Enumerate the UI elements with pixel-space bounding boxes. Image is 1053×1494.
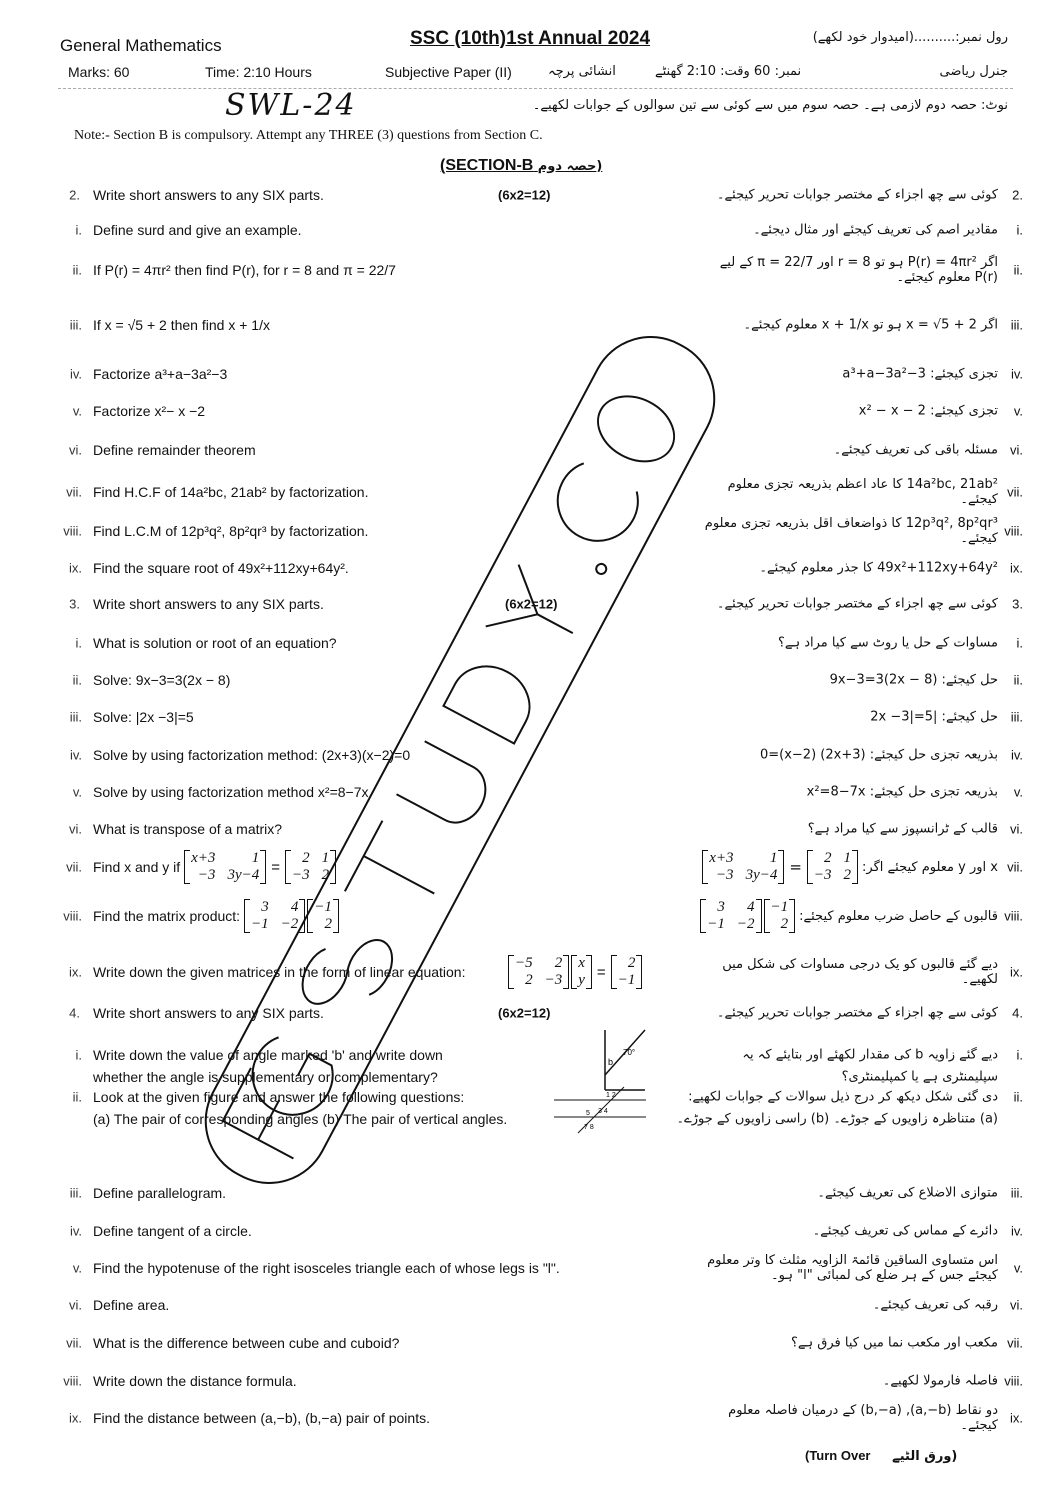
part-number-ur: ix. <box>1010 964 1023 980</box>
part-number-ur: i. <box>1016 222 1023 238</box>
matrix-entry: 1 <box>321 850 330 866</box>
part-text: Factorize x²− x −2 <box>93 403 206 419</box>
matrix-entry: 1 <box>843 850 852 866</box>
part-number-ur: vi. <box>1010 821 1023 837</box>
part-text-ur-label: قالب کے ٹرانسپوز سے کیا مراد ہے؟ <box>807 821 998 837</box>
part-text-en <box>93 1089 464 1105</box>
part-number-ur: ix. <box>1010 1410 1023 1426</box>
matrix-entry: −3 <box>715 867 734 883</box>
matrix <box>611 955 643 989</box>
part-number-ur: iv. <box>1010 366 1023 382</box>
part-number-ur: vii. <box>1007 484 1023 500</box>
matrix-entry: −3 <box>197 867 216 883</box>
part-text-en <box>93 560 349 576</box>
part-text-ur <box>813 1224 998 1239</box>
matrix-expression <box>508 955 642 989</box>
part-text-en <box>93 747 410 763</box>
part-text-en <box>93 1260 560 1276</box>
part-text-ur-label: تجزی کیجئے: x² − x − 2 <box>858 403 998 419</box>
part-text-en <box>93 1223 252 1239</box>
part-number-ur: ix. <box>1010 560 1023 576</box>
part-number: iii. <box>69 1185 82 1201</box>
question-instruction: Write short answers to any SIX parts. <box>93 187 324 203</box>
part-number: i. <box>75 1047 82 1063</box>
matrix-expression <box>702 850 858 884</box>
part-number: v. <box>72 1260 82 1276</box>
matrix <box>807 850 858 884</box>
part-number: iii. <box>69 709 82 725</box>
matrix-entry: −1 <box>707 916 725 932</box>
part-text-en-line2: (a) The pair of corresponding angles (b) The pair of vertical angles. <box>93 1111 508 1127</box>
part-text: Find x and y if <box>93 859 181 875</box>
part-text-ur-label: متوازی الاضلاع کی تعریف کیجئے۔ <box>817 1185 998 1201</box>
matrix-entry: 2 <box>324 916 332 932</box>
part-text-en <box>93 784 369 800</box>
matrix-entry: y <box>578 972 585 988</box>
part-text-ur <box>808 822 998 837</box>
matrix-entry: −1 <box>617 972 636 988</box>
part-text-ur-label: دو نقاط (a,−b), (b,−a) کے درمیان فاصلہ معلوم کیجئے۔ <box>728 1403 998 1433</box>
operator: = <box>596 963 606 981</box>
part-number: vi. <box>69 1297 82 1313</box>
part-text-ur <box>698 1403 998 1433</box>
part-text-en <box>93 222 302 238</box>
part-number-ur: ii. <box>1013 262 1023 278</box>
matrix-entry: 3 <box>261 899 269 915</box>
matrix <box>285 850 336 884</box>
part-text-ur <box>859 404 998 419</box>
part-text-ur-label: مقادیر اصم کی تعریف کیجئے اور مثال دیجئے۔ <box>753 222 998 238</box>
matrix-entry: x+3 <box>709 850 734 866</box>
matrix-entry: 2 <box>824 850 832 866</box>
part-number-ur: v. <box>1013 1260 1023 1276</box>
part-text-en <box>93 1373 297 1389</box>
part-text: What is the difference between cube and cuboid? <box>93 1335 400 1351</box>
part-number-ur: i. <box>1016 635 1023 651</box>
svg-text:1 2: 1 2 <box>606 1092 616 1099</box>
part-text: What is transpose of a matrix? <box>93 821 283 837</box>
part-number-ur: viii. <box>1004 523 1023 539</box>
matrix-entry: 4 <box>290 899 299 915</box>
part-text-ur <box>883 1374 998 1389</box>
part-text-ur <box>700 899 998 933</box>
turn-over-ur: ورق الٹیے) <box>892 1449 958 1464</box>
matrix-entry: 3 <box>717 899 725 915</box>
matrix-expression <box>184 850 336 884</box>
part-text-ur <box>873 1298 998 1313</box>
part-text: Find the matrix product: <box>93 908 241 924</box>
part-text-ur <box>702 850 998 884</box>
part-text-ur-label: اگر x = √5 + 2 ہو تو x + 1/x معلوم کیجئے۔ <box>743 317 998 333</box>
part-text: Define surd and give an example. <box>93 222 302 238</box>
matrix-entry: 4 <box>747 899 755 915</box>
part-number: vi. <box>69 821 82 837</box>
matrix <box>184 850 266 884</box>
part-text: Find the hypotenuse of the right isosceles triangle each of whose legs is "l". <box>93 1260 560 1276</box>
marks-time-ur: نمبر: 60 وقت: 2:10 گھنٹے <box>655 64 802 79</box>
part-text-ur-label: دیے گئے قالبوں کو یک درجی مساوات کی شکل میں لکھیے۔ <box>722 957 998 987</box>
part-number: iv. <box>69 1223 82 1239</box>
svg-text:7 8: 7 8 <box>584 1124 594 1131</box>
part-number-ur: viii. <box>1004 1373 1023 1389</box>
part-text-en <box>93 850 336 884</box>
part-text-ur <box>870 710 998 725</box>
operator: = <box>271 858 280 876</box>
part-number: iii. <box>69 317 82 333</box>
matrix <box>307 899 339 933</box>
part-number: i. <box>75 635 82 651</box>
part-number: vii. <box>66 859 82 875</box>
section-title <box>440 157 602 175</box>
part-text-ur <box>688 1090 998 1105</box>
part-text-ur <box>698 516 998 546</box>
question-number-ur: 2. <box>1012 187 1023 203</box>
part-text-ur-label: حل کیجئے: |2x −3|=5 <box>870 709 998 725</box>
part-number-ur: vi. <box>1010 1297 1023 1313</box>
part-number: vii. <box>66 484 82 500</box>
turn-over-en: (Turn Over <box>805 1448 871 1463</box>
matrix <box>508 955 569 989</box>
part-number: iv. <box>69 366 82 382</box>
matrix-entry: 2 <box>780 916 789 932</box>
part-number: vii. <box>66 1335 82 1351</box>
matrix-entry: x+3 <box>191 850 216 866</box>
part-text: Find L.C.M of 12p³q², 8p²qr³ by factorization. <box>93 523 369 539</box>
part-text-ur-label: 14a²bc, 21ab² کا عاد اعظم بذریعہ تجزی معلوم کیجئے۔ <box>727 477 998 507</box>
question-marks: (6x2=12) <box>498 187 551 203</box>
matrix-expression <box>700 899 795 933</box>
subject-title: General Mathematics <box>60 36 222 55</box>
part-text-ur-label: رقبہ کی تعریف کیجئے۔ <box>872 1297 998 1313</box>
part-text-en <box>93 672 230 688</box>
part-text-ur-line2: سپلیمنٹری ہے یا کمپلیمنٹری؟ <box>841 1069 998 1085</box>
question-instruction-ur: کوئی سے چھ اجزاء کے مختصر جوابات تحریر کیجئے۔ <box>716 187 998 203</box>
matrix-entry: −1 <box>770 899 789 915</box>
part-text: Factorize a³+a−3a²−3 <box>93 366 228 382</box>
part-text: Define remainder theorem <box>93 442 256 458</box>
part-text: If x = √5 + 2 then find x + 1/x <box>93 317 270 333</box>
part-number: v. <box>72 784 82 800</box>
part-text-ur <box>759 561 998 576</box>
part-text-en <box>93 317 270 333</box>
matrix-entry: 3y−4 <box>745 867 778 883</box>
part-text-en <box>93 1185 226 1201</box>
part-text-ur <box>842 367 998 382</box>
part-number-ur: vii. <box>1007 859 1023 875</box>
section-title-ur: حصہ دوم) <box>537 159 603 174</box>
time-label: Time: 2:10 Hours <box>205 64 312 80</box>
matrix-expression <box>244 899 339 933</box>
part-number: ii. <box>72 1089 82 1105</box>
part-number-ur: iii. <box>1010 709 1023 725</box>
part-text-ur <box>807 785 998 800</box>
part-text-en <box>93 523 368 539</box>
question-number-ur: 4. <box>1012 1005 1023 1021</box>
svg-text:70°: 70° <box>623 1048 636 1057</box>
parallel-lines-figure <box>552 1085 648 1135</box>
part-text-ur-line2: (a) متناظرہ زاویوں کے جوڑے۔ (b) راسی زاویوں کے جوڑے۔ <box>676 1111 998 1127</box>
question-number: 3. <box>69 596 80 612</box>
part-text-ur-label: 12p³q², 8p²qr³ کا ذواضعاف اقل بذریعہ تجزی معلوم کیجئے۔ <box>704 516 998 546</box>
part-text-en <box>93 1335 399 1351</box>
part-text-ur-label: اس متساوی الساقین قائمۃ الزاویہ مثلث کا وتر معلوم کیجئے جس کے ہر ضلع کی لمبائی "l" ہو۔ <box>707 1253 998 1283</box>
question-number: 4. <box>69 1005 80 1021</box>
part-number: v. <box>72 403 82 419</box>
part-text: Look at the given figure and answer the following questions: <box>93 1089 465 1105</box>
part-number-ur: v. <box>1013 784 1023 800</box>
matrix-entry: −3 <box>544 972 563 988</box>
matrix-entry: 1 <box>251 850 260 866</box>
svg-text:3 4: 3 4 <box>598 1108 608 1115</box>
matrix-entry: 2 <box>525 972 533 988</box>
part-number-ur: v. <box>1013 403 1023 419</box>
section-title-en: (SECTION-B <box>440 157 534 174</box>
matrix-entry: x <box>578 955 585 971</box>
part-text: Find the distance between (a,−b), (b,−a) pair of points. <box>93 1410 430 1426</box>
part-text: Find the square root of 49x²+112xy+64y². <box>93 560 349 576</box>
matrix-entry: 1 <box>769 850 778 866</box>
part-text-ur-label: x اور y معلوم کیجئے اگر: <box>862 859 998 875</box>
turn-over <box>805 1448 957 1464</box>
part-text: Solve by using factorization method: (2x+3)(x−2)=0 <box>93 747 411 763</box>
part-text-ur <box>834 443 998 458</box>
part-text-ur <box>753 223 998 238</box>
part-text: Write down the distance formula. <box>93 1373 297 1389</box>
part-number-ur: iv. <box>1010 747 1023 763</box>
part-text: Write down the given matrices in the form of linear equation: <box>93 964 466 980</box>
question-marks: (6x2=12) <box>498 1005 551 1021</box>
part-text-ur <box>817 1186 998 1201</box>
part-number: i. <box>75 222 82 238</box>
part-number-ur: ii. <box>1013 1089 1023 1105</box>
exam-title: SSC (10th)1st Annual 2024 <box>410 28 651 49</box>
part-text: Solve: |2x −3|=5 <box>93 709 194 725</box>
matrix-entry: −2 <box>736 916 755 932</box>
part-number: ii. <box>72 262 82 278</box>
part-number: vi. <box>69 442 82 458</box>
question-instruction-ur: کوئی سے چھ اجزاء کے مختصر جوابات تحریر کیجئے۔ <box>716 596 998 612</box>
operator: = <box>789 857 802 876</box>
part-text-ur-label: فاصلہ فارمولا لکھیے۔ <box>882 1373 998 1389</box>
part-number-ur: iii. <box>1010 1185 1023 1201</box>
part-number-ur: ii. <box>1013 672 1023 688</box>
note: Note:- Section B is compulsory. Attempt any THREE (3) questions from Section C. <box>74 128 543 143</box>
svg-text:b: b <box>608 1057 614 1067</box>
part-text-ur-label: بذریعہ تجزی حل کیجئے: (2x+3) (x−2)=0 <box>759 747 998 763</box>
part-number: ii. <box>72 672 82 688</box>
part-text-ur <box>830 673 998 688</box>
part-text-ur-label: دی گئی شکل دیکھ کر درج ذیل سوالات کے جوابات لکھیے: <box>688 1089 998 1105</box>
note-ur: نوٹ: حصہ دوم لازمی ہے۔ حصہ سوم میں سے کوئی سے تین سوالوں کے جوابات لکھیے۔ <box>532 98 1008 113</box>
part-text-en <box>93 262 396 278</box>
part-text-ur <box>742 1048 998 1063</box>
part-text-ur-label: دیے گئے زاویہ b کی مقدار لکھئے اور بتایئے کہ یہ <box>742 1047 998 1063</box>
part-text-ur <box>698 255 998 285</box>
svg-text:5: 5 <box>586 1110 590 1117</box>
part-text-ur-label: 49x²+112xy+64y² کا جذر معلوم کیجئے۔ <box>759 560 998 576</box>
matrix <box>764 899 796 933</box>
part-text-en <box>93 899 339 933</box>
part-text-ur <box>698 1253 998 1283</box>
part-text: Find H.C.F of 14a²bc, 21ab² by factorization. <box>93 484 369 500</box>
subject-title-ur: جنرل ریاضی <box>939 64 1008 79</box>
part-text: If P(r) = 4πr² then find P(r), for r = 8 and π = 22/7 <box>93 262 396 278</box>
part-text-en <box>93 366 227 382</box>
part-number: ix. <box>69 964 82 980</box>
matrix <box>702 850 784 884</box>
part-text-ur-label: قالبوں کے حاصل ضرب معلوم کیجئے: <box>799 908 998 924</box>
part-number-ur: vi. <box>1010 442 1023 458</box>
part-text-ur-label: اگر P(r) = 4πr² ہو تو r = 8 اور π = 22/7 کے لیے P(r) معلوم کیجئے۔ <box>719 255 998 285</box>
part-number-ur: i. <box>1016 1047 1023 1063</box>
header-divider <box>58 88 1013 89</box>
part-text: Define tangent of a circle. <box>93 1223 252 1239</box>
part-text: Write down the value of angle marked 'b' and write down <box>93 1047 443 1063</box>
part-number: ix. <box>69 1410 82 1426</box>
matrix-entry: 2 <box>843 867 852 883</box>
part-number: ix. <box>69 560 82 576</box>
matrix-entry: −3 <box>813 867 832 883</box>
matrix-entry: −1 <box>314 899 332 915</box>
part-text-ur-label: بذریعہ تجزی حل کیجئے: x²=8−7x <box>806 784 998 800</box>
question-number: 2. <box>69 187 80 203</box>
matrix <box>244 899 305 933</box>
part-number: viii. <box>63 1373 82 1389</box>
part-text: What is solution or root of an equation? <box>93 635 337 651</box>
matrix-entry: −5 <box>515 955 533 971</box>
question-marks: (6x2=12) <box>505 596 558 612</box>
part-text: Solve by using factorization method x²=8−7x <box>93 784 369 800</box>
part-text-ur-label: مکعب اور مکعب نما میں کیا فرق ہے؟ <box>790 1335 998 1351</box>
part-text-en <box>93 442 256 458</box>
part-text-ur-label: مسئلہ باقی کی تعریف کیجئے۔ <box>833 442 998 458</box>
question-instruction-ur: کوئی سے چھ اجزاء کے مختصر جوابات تحریر کیجئے۔ <box>716 1005 998 1021</box>
part-text-ur-label: مساوات کے حل یا روٹ سے کیا مراد ہے؟ <box>777 635 998 651</box>
part-text-ur <box>698 957 998 987</box>
part-number: viii. <box>63 908 82 924</box>
part-text-en <box>93 1297 169 1313</box>
part-text-en <box>93 821 282 837</box>
roll-number-field-ur: رول نمبر:..........(امیدوار خود لکھے) <box>812 30 1008 45</box>
part-number-ur: iv. <box>1010 1223 1023 1239</box>
part-text: Define area. <box>93 1297 170 1313</box>
part-text-en <box>93 964 465 980</box>
matrix-entry: 2 <box>627 955 636 971</box>
question-number-ur: 3. <box>1012 596 1023 612</box>
part-text-en-line2: whether the angle is supplementary or complementary? <box>93 1069 438 1085</box>
question-instruction: Write short answers to any SIX parts. <box>93 1005 324 1021</box>
part-text-ur <box>744 318 998 333</box>
matrix <box>700 899 761 933</box>
part-text-en <box>93 635 337 651</box>
part-number-ur: iii. <box>1010 317 1023 333</box>
part-text-ur <box>791 1336 998 1351</box>
matrix-entry: −3 <box>291 867 310 883</box>
part-text-ur <box>698 477 998 507</box>
part-number-ur: viii. <box>1004 908 1023 924</box>
matrix-entry: 2 <box>302 850 310 866</box>
part-text: Define parallelogram. <box>93 1185 227 1201</box>
part-text-ur <box>760 748 998 763</box>
matrix <box>571 955 592 989</box>
part-text-en <box>93 484 368 500</box>
matrix-entry: −2 <box>280 916 299 932</box>
paper-label-ur: انشائی پرچہ <box>548 64 616 79</box>
part-text-ur-label: دائرے کے مماس کی تعریف کیجئے۔ <box>812 1223 998 1239</box>
part-number-ur: vii. <box>1007 1335 1023 1351</box>
part-text: Solve: 9x−3=3(2x − 8) <box>93 672 231 688</box>
part-text-en <box>93 403 205 419</box>
part-text-en <box>93 709 194 725</box>
part-number: iv. <box>69 747 82 763</box>
part-text-en <box>93 1047 443 1063</box>
part-number: viii. <box>63 523 82 539</box>
matrix-entry: −1 <box>251 916 269 932</box>
part-text-ur <box>778 636 998 651</box>
paper-label: Subjective Paper (II) <box>385 64 512 80</box>
part-text-ur-label: حل کیجئے: 9x−3=3(2x − 8) <box>829 672 998 688</box>
handwritten-code: SWL-24 <box>225 88 357 123</box>
matrix-entry: 2 <box>321 867 330 883</box>
matrix-entry: 2 <box>554 955 563 971</box>
matrix-entry: 3y−4 <box>227 867 260 883</box>
marks-label: Marks: 60 <box>68 64 130 80</box>
question-instruction: Write short answers to any SIX parts. <box>93 596 324 612</box>
part-text-en <box>93 1410 430 1426</box>
part-text-ur-label: تجزی کیجئے: a³+a−3a²−3 <box>842 366 998 382</box>
